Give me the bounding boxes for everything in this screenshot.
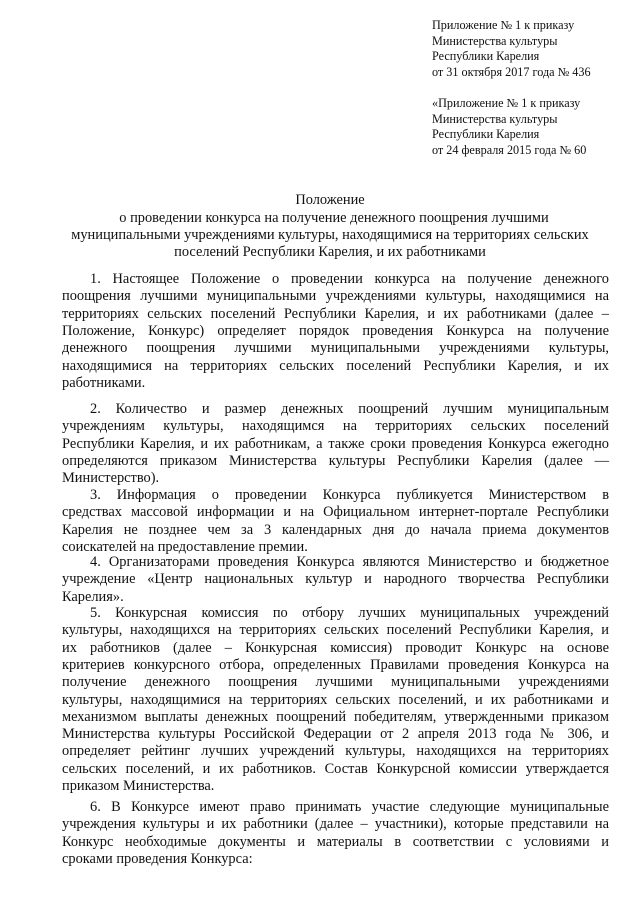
approval-line: «Приложение № 1 к приказу (432, 96, 581, 110)
paragraph-5-line: культуры, находящимися на территориях сельских поселений, и их работниками и (62, 691, 609, 708)
paragraph-1-line: Положение, Конкурс) определяет порядок проведения Конкурса на получение (62, 322, 609, 339)
document-subtitle-line: о проведении конкурса на получение денежного поощрения лучшими (119, 210, 549, 226)
paragraph-3-line: средствах массовой информации и на Официальном интернет-портале Республики (62, 504, 609, 521)
document-subtitle-line: поселений Республики Карелия, и их работниками (174, 244, 486, 260)
paragraph-3-line: соискателей на предоставление премии. (62, 538, 308, 555)
paragraph-5-line: получение денежного поощрения лучшими муниципальными учреждениями (62, 674, 609, 691)
paragraph-2-line: Республики Карелия, и их работникам, а также сроки проведения Конкурса ежегодно (62, 435, 609, 452)
approval-line: Приложение № 1 к приказу (432, 18, 575, 32)
paragraph-5-line: механизмом выплаты денежных поощрений победителям, утвержденными приказом (62, 708, 609, 725)
paragraph-2-line: 2. Количество и размер денежных поощрений лучшим муниципальным (90, 401, 609, 417)
document-subtitle-line: муниципальными учреждениями культуры, находящимися на территориях сельских (71, 227, 589, 243)
paragraph-1-line: территориях сельских поселений Республики Карелия, и их работниками (далее – (62, 305, 609, 322)
paragraph-2-line: определяются приказом Министерства культуры Республики Карелия (далее — (62, 452, 609, 469)
paragraph-3-line: 3. Информация о проведении Конкурса публикуется Министерством в (90, 487, 609, 503)
paragraph-6-line: сроками проведения Конкурса: (62, 850, 253, 867)
approval-line: Республики Карелия (432, 127, 540, 141)
paragraph-5-line: 5. Конкурсная комиссия по отбору лучших муниципальных учреждений (90, 605, 609, 621)
paragraph-4-line: учреждение «Центр национальных культур и народного творчества Республики (62, 571, 609, 588)
paragraph-1-line: находящимися на территориях сельских поселений Республики Карелия, и их (62, 357, 609, 374)
approval-line: Республики Карелия (432, 49, 540, 63)
paragraph-6-line: Конкурс необходимые документы и материалы в соответствии с условиями и (62, 833, 609, 850)
paragraph-1-line: 1. Настоящее Положение о проведении конкурса на получение денежного (90, 271, 609, 287)
paragraph-5-line: культуры, находящихся на территориях сельских поселений Республики Карелия, и (62, 622, 609, 639)
paragraph-2-line: учреждениям культуры, находящимся на территориях сельских поселений (62, 418, 609, 435)
paragraph-5-line: приказом Министерства. (62, 778, 215, 794)
document-title: Положение (295, 192, 365, 208)
paragraph-2-line: Министерство). (62, 470, 160, 487)
paragraph-5-line: сельских поселений, и их работников. Состав Конкурсной комиссии утверждается (62, 760, 609, 777)
paragraph-4-line: 4. Организаторами проведения Конкурса являются Министерство и бюджетное (90, 554, 609, 570)
paragraph-6-line: учреждения культуры и их работники (далее – участники), которые представили на (62, 816, 609, 833)
paragraph-1-line: работниками. (62, 374, 146, 391)
paragraph-5-line: критериев конкурсного отбора, определенных Правилами проведения Конкурса на (62, 656, 609, 673)
paragraph-5-line: их работников (далее – Конкурсная комиссия) проводит Конкурс на основе (62, 639, 609, 656)
paragraph-5-line: определяет рейтинг лучших учреждений культуры, находящихся на территориях (62, 743, 609, 760)
approval-line: Министерства культуры (432, 111, 558, 126)
paragraph-6-line: 6. В Конкурсе имеют право принимать участие следующие муниципальные (90, 799, 609, 815)
paragraph-1-line: поощрения лучшими муниципальными учреждениями культуры, находящимися на (62, 288, 609, 305)
approval-line: от 24 февраля 2015 года № 60 (432, 142, 587, 157)
approval-line: Министерства культуры (432, 33, 558, 48)
approval-stamp-2015 (432, 96, 586, 158)
approval-stamp-2017 (432, 18, 591, 80)
paragraph-3-line: Карелия не позднее чем за 3 календарных дня до начала приема документов (62, 521, 609, 538)
approval-line: от 31 октября 2017 года № 436 (432, 64, 591, 79)
paragraph-1-line: денежного поощрения лучшими муниципальными учреждениями культуры, (62, 340, 609, 357)
paragraph-4-line: Карелия». (62, 588, 124, 605)
paragraph-5-line: Министерства культуры Российской Федерации от 2 апреля 2013 года № 306, и (62, 726, 609, 743)
